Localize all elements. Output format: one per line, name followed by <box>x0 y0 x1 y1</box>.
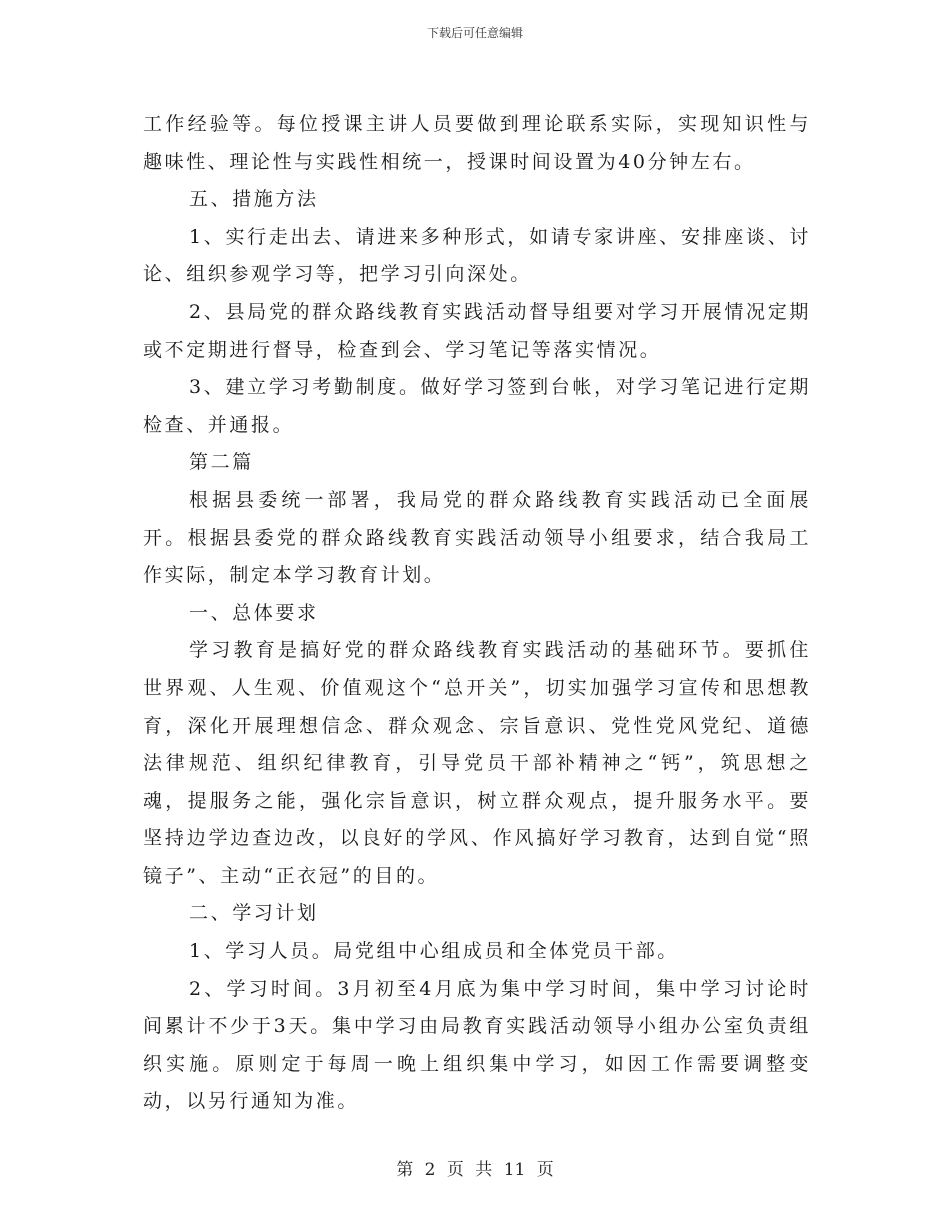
section-heading: 一、总体要求 <box>189 601 319 624</box>
paragraph: 3、建立学习考勤制度。做好学习签到台帐，对学习笔记进行定期检查、并通报。 <box>143 376 811 436</box>
paragraph: 2、县局党的群众路线教育实践活动督导组要对学习开展情况定期或不定期进行督导，检查到会、学习笔记等落实情况。 <box>143 300 811 361</box>
page-header: 下载后可任意编辑 <box>426 26 523 40</box>
paragraph: 根据县委统一部署，我局党的群众路线教育实践活动已全面展开。根据县委党的群众路线教育实践活动领导小组要求，结合我局工作实际，制定本学习教育计划。 <box>143 488 811 587</box>
page-number-footer: 第 2 页 共 11 页 <box>396 1160 554 1180</box>
paragraph: 1、学习人员。局党组中心组成员和全体党员干部。 <box>189 940 679 963</box>
chapter-heading: 第二篇 <box>189 451 254 474</box>
paragraph: 工作经验等。每位授课主讲人员要做到理论联系实际，实现知识性与趣味性、理论性与实践性相统一，授课时间设置为40分钟左右。 <box>143 113 811 173</box>
paragraph: 2、学习时间。3月初至4月底为集中学习时间，集中学习讨论时间累计不少于3天。集中学习由局教育实践活动领导小组办公室负责组织实施。原则定于每周一晚上组织集中学习，如因工作需要调整变动，以另行通知为准。 <box>143 977 811 1113</box>
paragraph: 1、实行走出去、请进来多种形式，如请专家讲座、安排座谈、讨论、组织参观学习等，把学习引向深处。 <box>143 225 811 286</box>
section-heading: 二、学习计划 <box>189 902 319 925</box>
document-body <box>143 106 811 1121</box>
section-heading: 五、措施方法 <box>189 188 319 211</box>
paragraph: 学习教育是搞好党的群众路线教育实践活动的基础环节。要抓住世界观、人生观、价值观这个“总开关”，切实加强学习宣传和思想教育，深化开展理想信念、群众观念、宗旨意识、党性党风党纪、道德法律规范、组织纪律教育，引导党员干部补精神之“钙”，筑思想之魂，提服务之能，强化宗旨意识，树立群众观点，提升服务水平。要坚持边学边查边改，以良好的学风、作风搞好学习教育，达到自觉“照镜子”、主动“正衣冠”的目的。 <box>143 639 811 887</box>
